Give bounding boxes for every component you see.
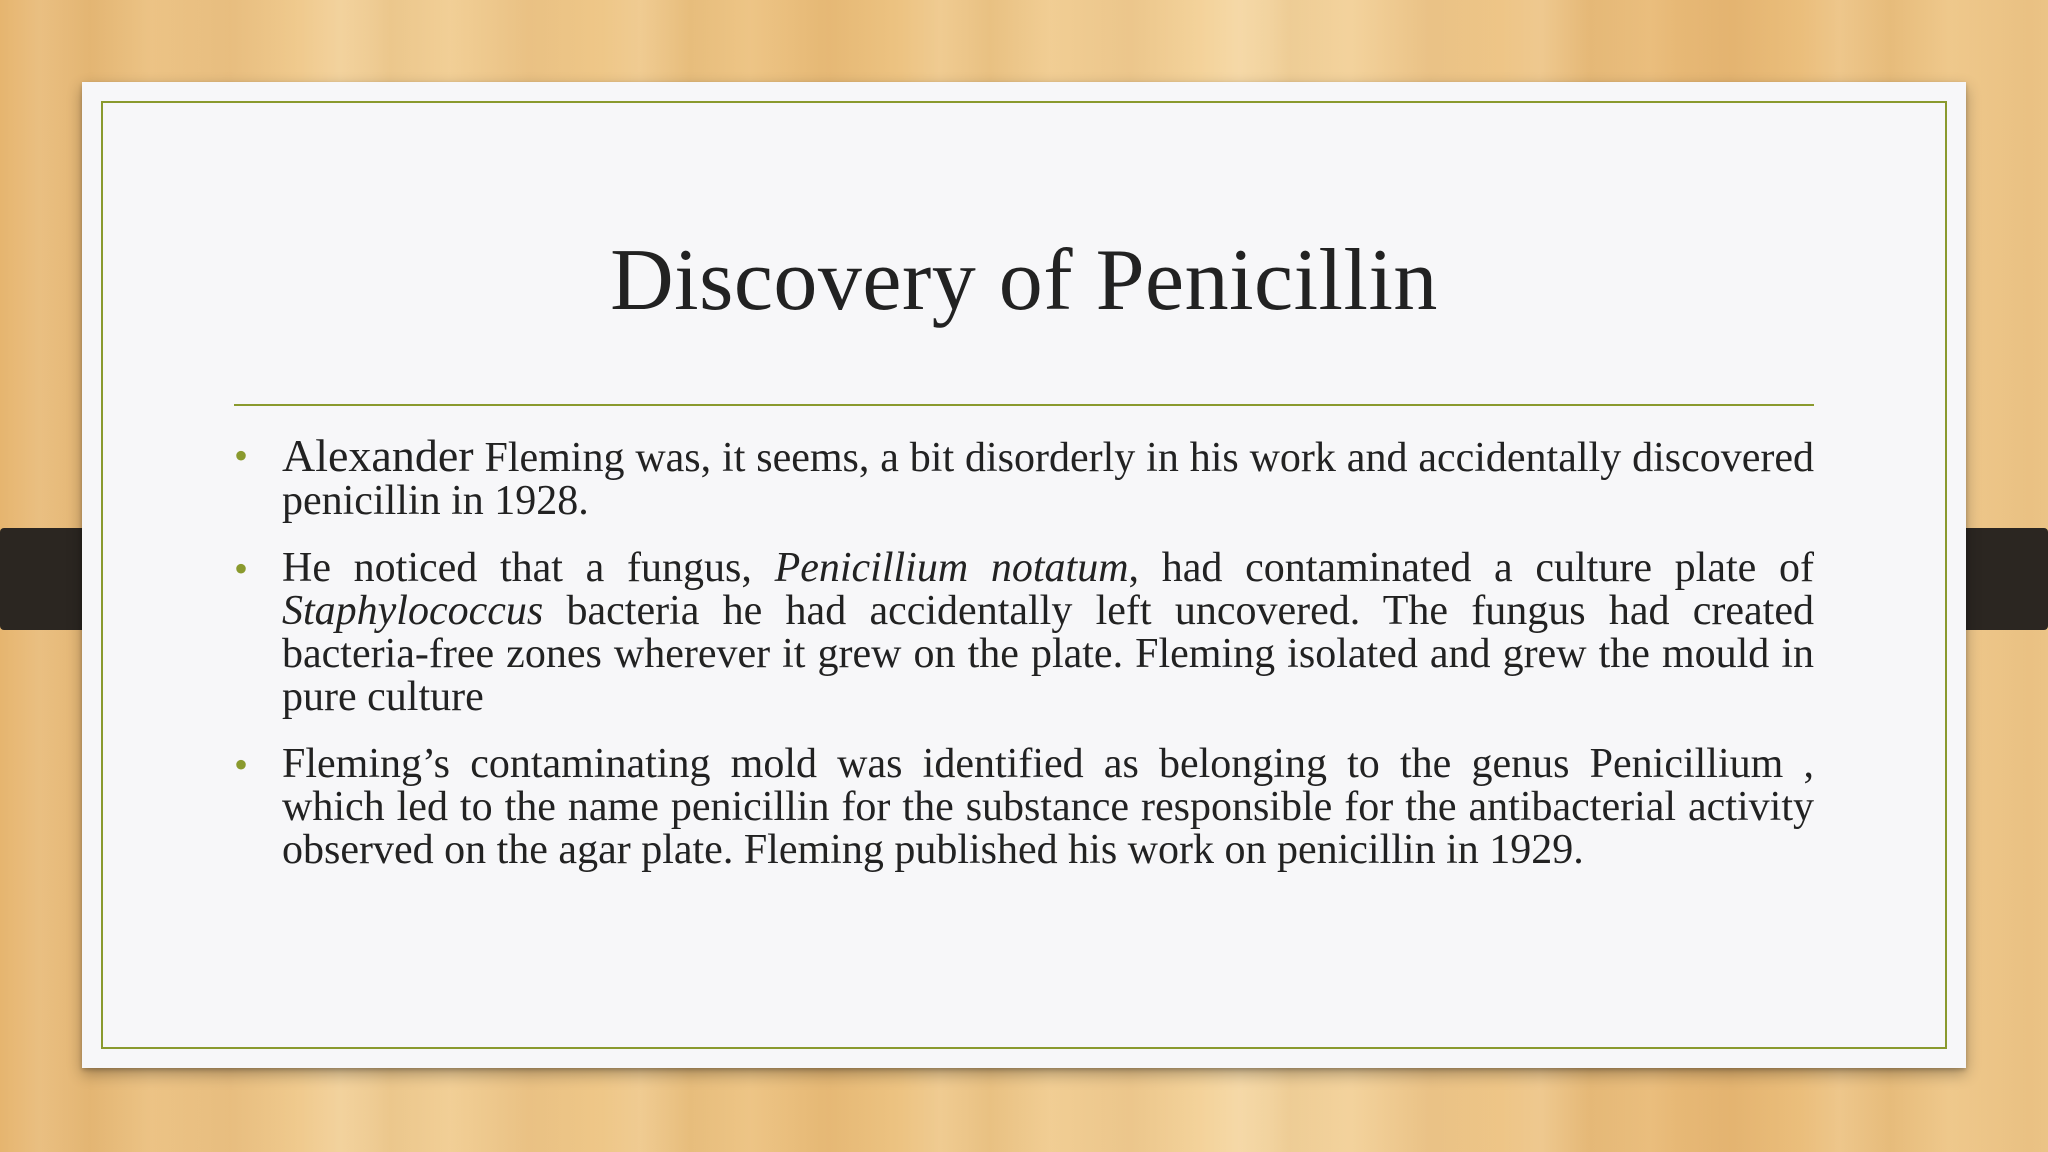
bullet-list [234,430,1814,896]
bullet-icon: • [234,742,249,787]
bullet-text: Fleming was, it seems, a bit disorderly in his work and accidentally discovered penicillin in 1928. [282,435,1814,524]
genus-name: Staphylococcus [282,588,544,634]
bullet-text: He noticed that a fungus, [282,545,775,591]
slide-title: Discovery of Penicillin [610,232,1438,329]
bullet-item [234,430,1814,524]
bullet-text: Fleming’s contaminating mold was identified as belonging to the genus Penicillium , which led to the name penicillin for the substance responsible for the antibacterial activity observed on the agar plate. Fleming published his work on penicillin in 1929. [282,741,1814,873]
bullet-text: , had contaminated a culture plate of [1128,545,1814,591]
species-name: Penicillium notatum [774,545,1129,591]
bullet-icon: • [234,433,249,478]
bullet-text: bacteria he had accidentally left uncovered. The fungus had created bacteria-free zones wherever it grew on the plate. Fleming isolated and grew the mould in pure culture [282,588,1814,720]
bullet-icon: • [234,546,249,591]
bullet-item [234,547,1814,719]
title-divider [234,404,1814,406]
slide-card [82,82,1966,1068]
bullet-lead-text: Alexander [282,430,474,481]
bullet-item [234,743,1814,872]
